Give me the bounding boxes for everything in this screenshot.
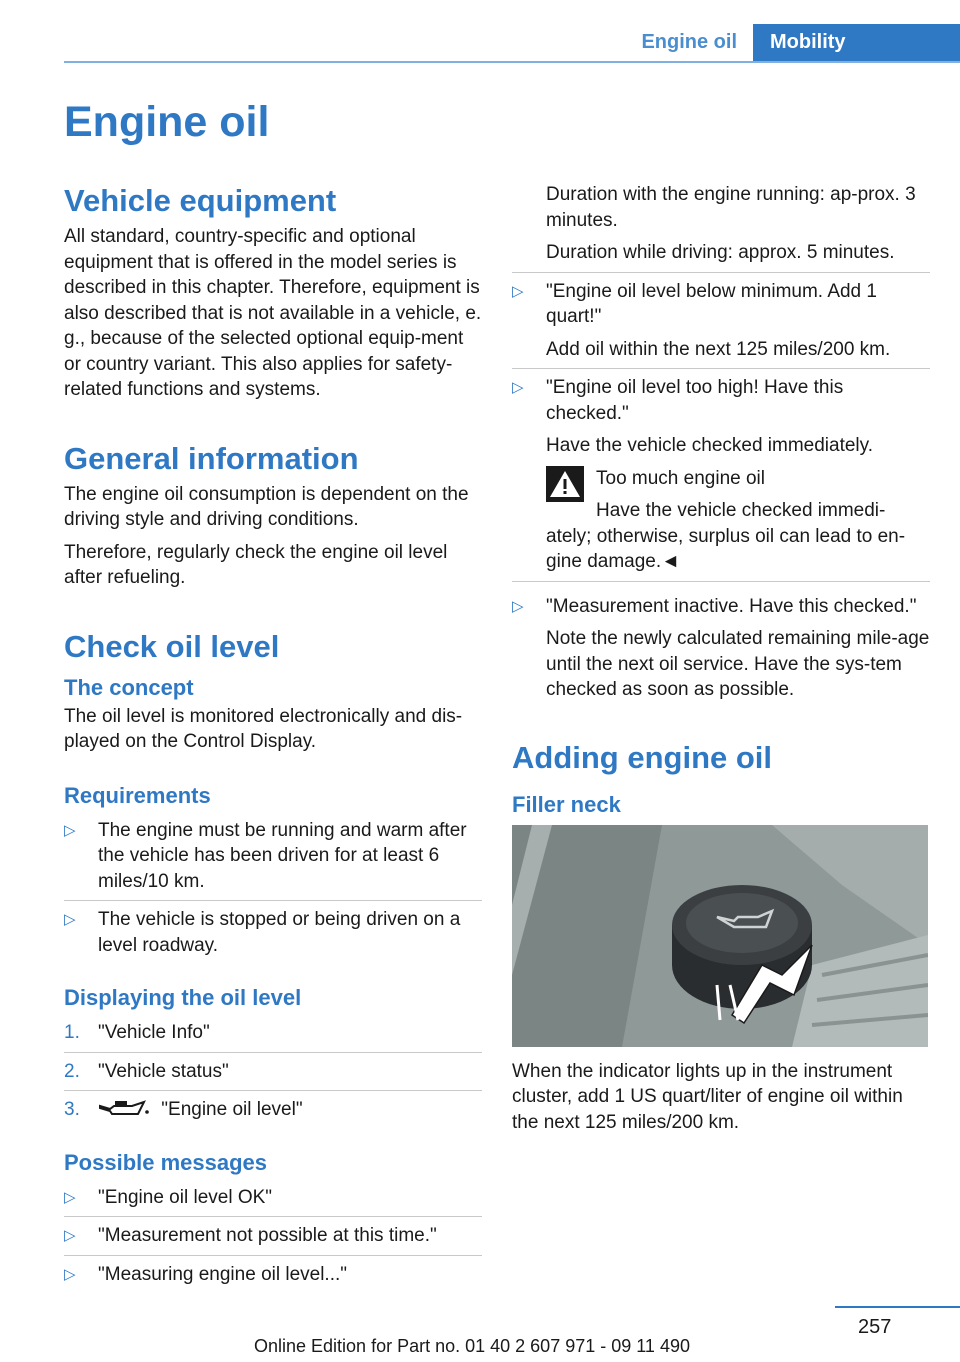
triangle-right-icon: ▷ [64, 911, 76, 928]
triangle-right-icon: ▷ [512, 282, 524, 300]
list-item: ▷ "Measuring engine oil level..." [64, 1256, 482, 1294]
possible-messages-list-continued [512, 273, 930, 709]
duration-running: Duration with the engine running: ap-prox. 3 minutes. [546, 184, 916, 231]
heading-check-oil-level: Check oil level [64, 628, 280, 664]
triangle-right-icon: ▷ [512, 379, 524, 396]
warning-box [546, 466, 930, 575]
oil-can-icon [98, 1100, 150, 1120]
list-item: ▷ The engine must be running and warm after the vehicle has been driven for at least 6 miles/10 km. [64, 812, 482, 902]
list-item: 1. "Vehicle Info" [64, 1014, 482, 1053]
warning-title: Too much engine oil [596, 467, 765, 489]
general-info-text-1: The engine oil consumption is dependent on the driving style and driving conditions. [64, 483, 469, 530]
page-number: 257 [858, 1316, 892, 1338]
heading-displaying-oil-level: Displaying the oil level [64, 985, 302, 1010]
list-item: ▷ The vehicle is stopped or being driven on a level roadway. [64, 909, 461, 956]
list-item: ▷ "Measurement not possible at this time." [64, 1217, 482, 1256]
duration-driving: Duration while driving: approx. 5 minutes. [546, 242, 895, 263]
warning-text: Have the vehicle checked immedi-ately; otherwise, surplus oil can lead to en-gine damage.◄ [546, 500, 906, 572]
filler-neck-photo [512, 825, 928, 1047]
header-rule [64, 61, 960, 63]
steps-list [64, 1014, 482, 1129]
list-item: ▷ "Engine oil level OK" [64, 1179, 482, 1218]
left-column [64, 182, 482, 1293]
list-item: 3. "Engine oil level" [64, 1099, 303, 1120]
list-item: 2. "Vehicle status" [64, 1053, 482, 1092]
adding-oil-text: When the indicator lights up in the instrument cluster, add 1 US quart/liter of engine oil within the next 125 miles/200 km. [512, 1060, 903, 1133]
list-item: ▷ "Measurement inactive. Have this checked." Note the newly calculated remaining mile-age until the next oil service. Have the sys-tem checked as soon as possible. [512, 595, 930, 700]
triangle-right-icon: ▷ [512, 597, 524, 615]
list-item: ▷ "Engine oil level below minimum. Add 1 quart!" Add oil within the next 125 miles/200 km. [512, 273, 930, 370]
vehicle-equipment-text: All standard, country-specific and optional equipment that is offered in the model series is described in this chapter. Therefore, equipment is also described that is not available in a vehicle, e. g., because of the selected optional equip-ment or country variant. This also applies for safety-related functions and systems. [64, 226, 482, 400]
triangle-right-icon: ▷ [64, 1227, 76, 1244]
tab-mobility[interactable]: Mobility [753, 24, 960, 62]
heading-vehicle-equipment: Vehicle equipment [64, 183, 337, 218]
triangle-right-icon: ▷ [64, 1265, 76, 1283]
general-info-text-2: Therefore, regularly check the engine oil level after refueling. [64, 541, 448, 588]
heading-requirements: Requirements [64, 782, 211, 808]
heading-the-concept: The concept [64, 674, 194, 700]
page-title: Engine oil [64, 98, 270, 146]
warning-triangle-icon [546, 466, 584, 502]
heading-adding-engine-oil: Adding engine oil [512, 739, 773, 775]
requirements-list [64, 812, 482, 965]
tab-engine-oil[interactable]: Engine oil [641, 31, 737, 53]
footer-edition: Online Edition for Part no. 01 40 2 607 971 - 09 11 490 [254, 1336, 690, 1356]
heading-filler-neck: Filler neck [512, 791, 621, 817]
list-item: ▷ "Engine oil level too high! Have this checked." Have the vehicle checked immediately. Too much engine oil Have the vehicle checked immedi-ately; otherwise, surplus oil can lead to en-gine damage.◄ [512, 369, 930, 582]
footer-rule [835, 1306, 960, 1308]
triangle-right-icon: ▷ [64, 821, 76, 839]
concept-text: The oil level is monitored electronically and dis-played on the Control Display. [64, 705, 463, 752]
right-column [512, 182, 930, 1142]
triangle-right-icon: ▷ [64, 1188, 76, 1206]
header-tabs [641, 24, 960, 62]
heading-general-information: General information [64, 440, 359, 476]
possible-messages-list [64, 1179, 482, 1294]
heading-possible-messages: Possible messages [64, 1149, 268, 1175]
